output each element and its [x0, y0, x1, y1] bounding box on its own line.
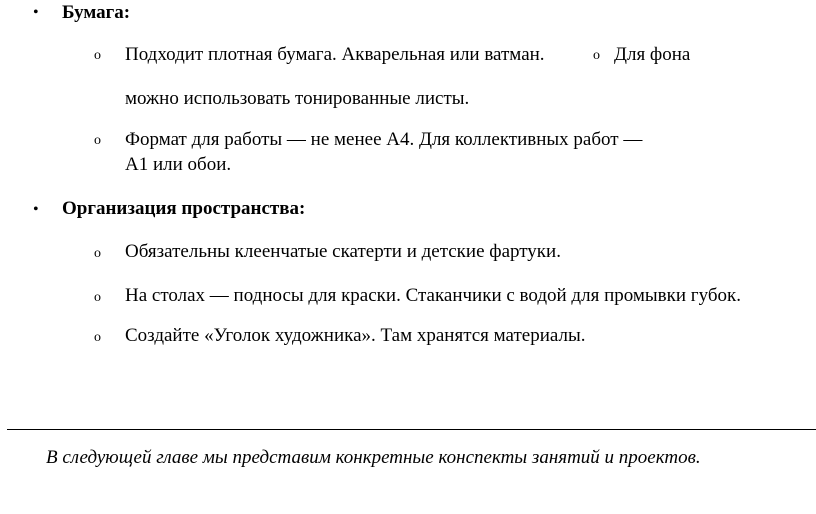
section-heading-paper: Бумага: — [62, 2, 131, 23]
bullet-marker: • — [33, 201, 39, 218]
sub-bullet-marker: o — [94, 330, 101, 345]
list-item-text: Формат для работы — не менее А4. Для коллективных работ — — [125, 129, 643, 150]
list-item-text: А1 или обои. — [125, 154, 232, 175]
list-item-text: Для фона — [614, 44, 691, 65]
sub-bullet-marker: o — [94, 133, 101, 148]
horizontal-divider — [7, 429, 816, 430]
list-item-text: Обязательны клеенчатые скатерти и детские фартуки. — [125, 241, 561, 262]
bullet-marker: • — [33, 4, 39, 21]
sub-bullet-marker: o — [94, 48, 101, 63]
section-heading-space: Организация пространства: — [62, 198, 306, 219]
inline-sub-bullet-marker: o — [593, 48, 600, 63]
list-item-text: Подходит плотная бумага. Акварельная или ватман. — [125, 44, 545, 65]
list-item-text: На столах — подносы для краски. Стаканчики с водой для промывки губок. — [125, 285, 741, 306]
list-item-text: Создайте «Уголок художника». Там хранятся материалы. — [125, 325, 586, 346]
sub-bullet-marker: o — [94, 246, 101, 261]
footer-note: В следующей главе мы представим конкретные конспекты занятий и проектов. — [46, 447, 701, 468]
list-item-text: можно использовать тонированные листы. — [125, 88, 470, 109]
sub-bullet-marker: o — [94, 290, 101, 305]
